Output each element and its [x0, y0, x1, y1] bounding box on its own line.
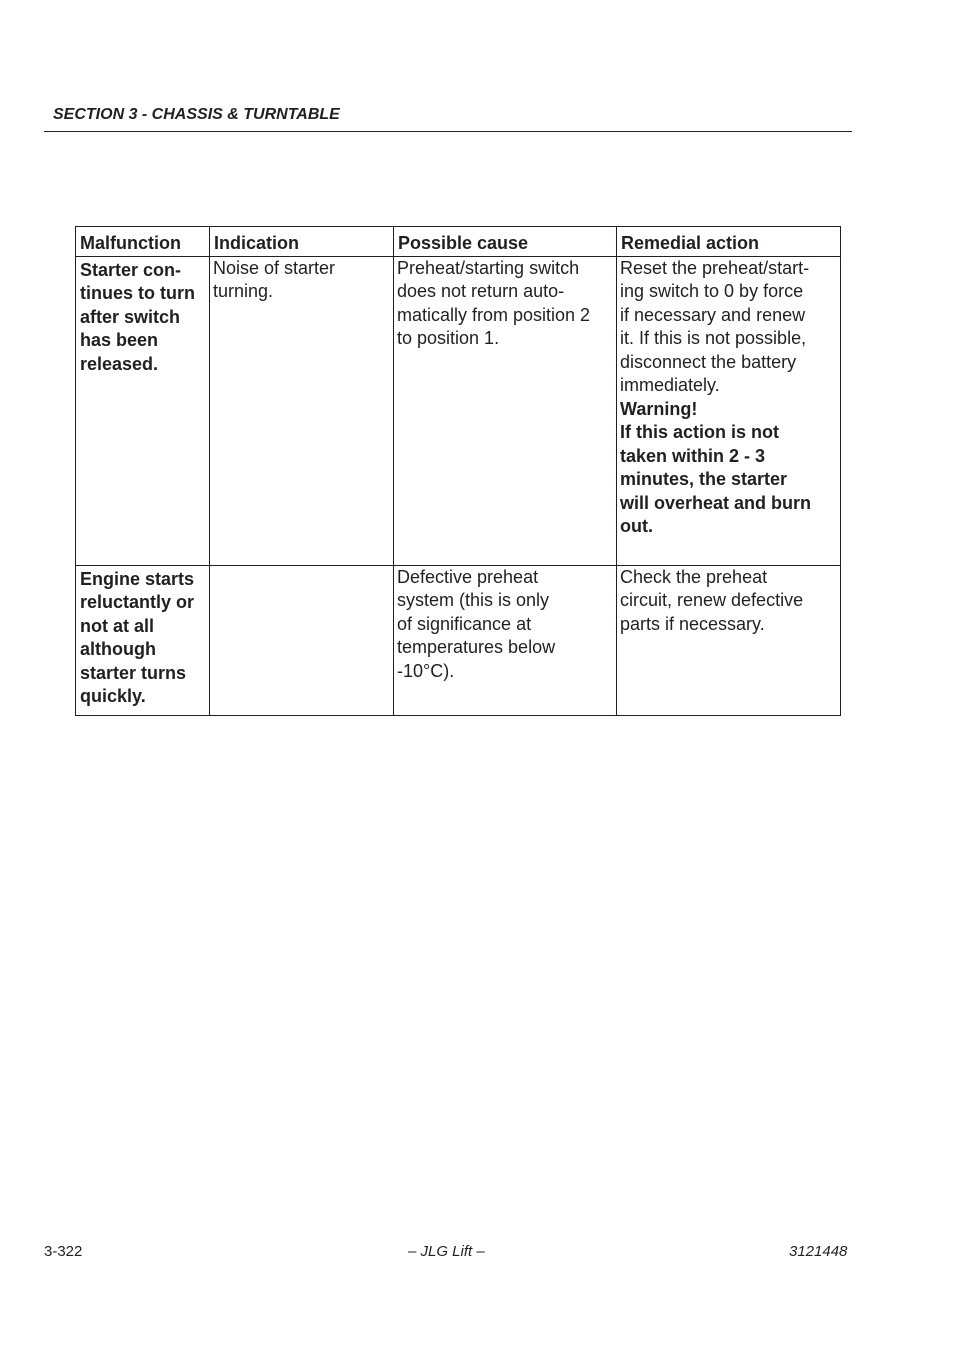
warning-line: taken within 2 - 3: [620, 445, 766, 466]
malfunction-cell: [76, 565, 210, 715]
column-header-remedial-action: Remedial action: [617, 227, 841, 257]
text-line: turning.: [213, 281, 274, 301]
text-line: immediately.: [620, 375, 720, 395]
page-number: 3-322: [44, 1243, 83, 1260]
text-line: does not return auto-: [397, 281, 565, 301]
header-divider: [44, 131, 852, 132]
footer-publisher: – JLG Lift –: [408, 1243, 485, 1260]
column-header-indication: Indication: [210, 227, 394, 257]
text-line: after switch: [80, 306, 181, 327]
text-line: reluctantly or: [80, 592, 195, 612]
text-line: not at all: [80, 615, 155, 636]
troubleshooting-table: [75, 226, 841, 716]
text-line: if necessary and renew: [620, 304, 806, 325]
text-line: Engine starts: [80, 568, 195, 589]
text-line: tinues to turn: [80, 283, 195, 303]
indication-cell: [210, 256, 394, 565]
text-line: Check the preheat: [620, 566, 768, 587]
text-line: disconnect the battery: [620, 351, 797, 372]
indication-cell: [210, 565, 394, 715]
text-line: temperatures below: [397, 637, 556, 657]
warning-line: minutes, the starter: [620, 469, 788, 489]
column-header-malfunction: Malfunction: [76, 227, 210, 257]
text-line: Noise of starter: [213, 257, 336, 278]
warning-line: will overheat and burn: [620, 492, 812, 513]
document-number: 3121448: [789, 1243, 848, 1260]
table-header-row: [76, 227, 841, 257]
cause-cell: [394, 565, 617, 715]
warning-line: out.: [620, 516, 653, 536]
warning-line: If this action is not: [620, 422, 780, 442]
text-line: Starter con-: [80, 259, 182, 280]
text-line: system (this is only: [397, 590, 550, 610]
text-line: Preheat/starting switch: [397, 257, 580, 278]
text-line: although: [80, 639, 156, 659]
cause-cell: [394, 256, 617, 565]
text-line: parts if necessary.: [620, 613, 765, 634]
text-line: Defective preheat: [397, 566, 539, 587]
text-line: matically from position 2: [397, 304, 591, 325]
text-line: it. If this is not possible,: [620, 328, 807, 348]
text-line: starter turns: [80, 662, 187, 683]
column-header-possible-cause: Possible cause: [394, 227, 617, 257]
text-line: circuit, renew defective: [620, 590, 804, 610]
text-line: of significance at: [397, 613, 532, 634]
text-line: ing switch to 0 by force: [620, 281, 804, 301]
text-line: -10°C).: [397, 660, 455, 681]
section-title: SECTION 3 - CHASSIS & TURNTABLE: [53, 106, 340, 123]
malfunction-cell: [76, 256, 210, 565]
table-row: [76, 565, 841, 715]
text-line: has been: [80, 330, 159, 350]
table-row: [76, 256, 841, 565]
remedy-cell: [617, 256, 841, 565]
remedy-cell: [617, 565, 841, 715]
text-line: to position 1.: [397, 328, 500, 348]
text-line: released.: [80, 353, 159, 374]
text-line: Reset the preheat/start-: [620, 257, 810, 278]
text-line: quickly.: [80, 686, 146, 706]
warning-title: Warning!: [620, 398, 698, 419]
